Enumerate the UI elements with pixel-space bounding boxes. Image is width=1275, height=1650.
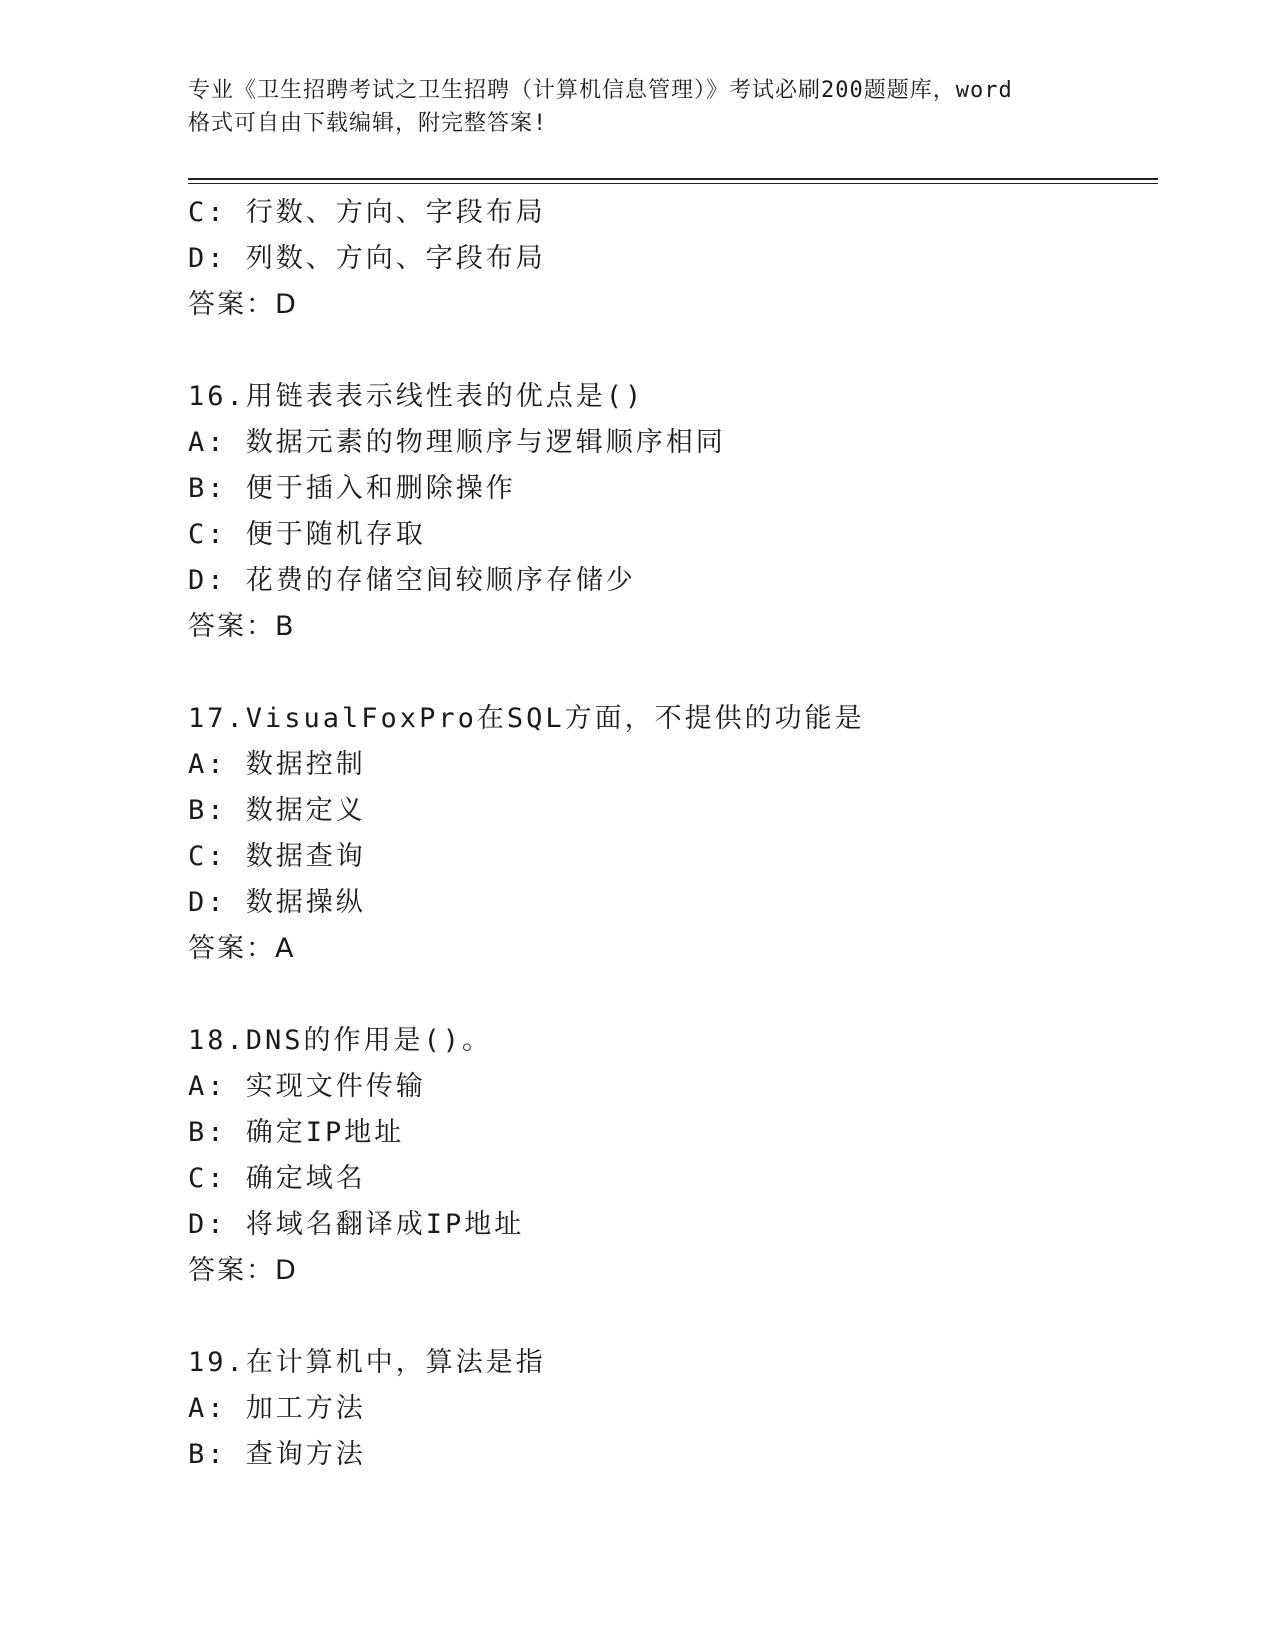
question-spacer: [188, 328, 1148, 374]
question-list: [188, 190, 1148, 1478]
question-text: 19.在计算机中，算法是指: [188, 1347, 546, 1378]
option-c: C: 行数、方向、字段布局: [188, 197, 546, 228]
option-c: C: 确定域名: [188, 1163, 366, 1194]
question-block-19: [188, 1340, 1148, 1478]
question-spacer: [188, 1294, 1148, 1340]
option-c: C: 数据查询: [188, 841, 366, 872]
answer-line: 答案：D: [188, 1255, 298, 1286]
header-title-line-1: 专业《卫生招聘考试之卫生招聘（计算机信息管理）》考试必刷200题题库，word: [188, 78, 1013, 103]
option-d: D: 将域名翻译成IP地址: [188, 1209, 525, 1240]
option-a: A: 数据控制: [188, 749, 366, 780]
option-a: A: 加工方法: [188, 1393, 366, 1424]
answer-line: 答案：D: [188, 289, 298, 320]
question-spacer: [188, 650, 1148, 696]
option-d: D: 花费的存储空间较顺序存储少: [188, 565, 636, 596]
header-divider-thick: [188, 178, 1158, 180]
question-block-17: [188, 696, 1148, 972]
answer-line: 答案：A: [188, 933, 296, 964]
question-text: 18.DNS的作用是()。: [188, 1025, 493, 1056]
question-text: 17.VisualFoxPro在SQL方面，不提供的功能是: [188, 703, 865, 734]
option-b: B: 查询方法: [188, 1439, 366, 1470]
answer-line: 答案：B: [188, 611, 296, 642]
option-b: B: 便于插入和删除操作: [188, 473, 516, 504]
header-title-line-2: 格式可自由下载编辑，附完整答案!: [188, 111, 548, 136]
question-text: 16.用链表表示线性表的优点是(): [188, 381, 645, 412]
option-b: B: 数据定义: [188, 795, 366, 826]
question-spacer: [188, 972, 1148, 1018]
question-block-16: [188, 374, 1148, 650]
option-d: D: 数据操纵: [188, 887, 366, 918]
option-a: A: 数据元素的物理顺序与逻辑顺序相同: [188, 427, 726, 458]
question-block-15: [188, 190, 1148, 328]
option-b: B: 确定IP地址: [188, 1117, 405, 1148]
option-d: D: 列数、方向、字段布局: [188, 243, 546, 274]
header-divider-thin: [188, 183, 1158, 184]
option-c: C: 便于随机存取: [188, 519, 426, 550]
document-header: [188, 74, 1088, 140]
question-block-18: [188, 1018, 1148, 1294]
option-a: A: 实现文件传输: [188, 1071, 426, 1102]
